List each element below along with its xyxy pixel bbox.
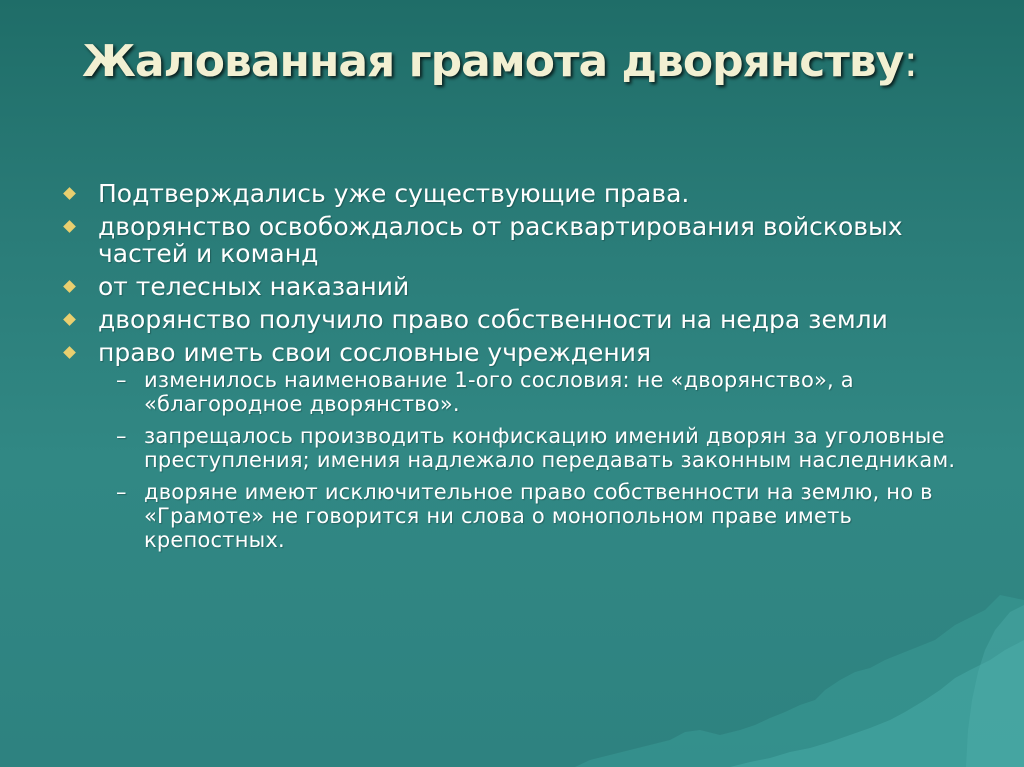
bullet-text: от телесных наказаний — [98, 272, 410, 301]
sub-bullet-text: изменилось наименование 1-ого сословия: не «дворянство», а «благородное дворянство». — [144, 368, 854, 416]
sub-bullet-text: запрещалось производить конфискацию имений дворян за уголовные преступления; имения надлежало передавать законным наследникам. — [144, 424, 956, 472]
bullet-item — [60, 180, 960, 207]
bullet-item — [60, 213, 960, 267]
bullet-item — [60, 306, 960, 333]
diamond-bullet-icon — [63, 280, 76, 293]
dash-marker: – — [116, 368, 127, 392]
diamond-bullet-icon — [63, 346, 76, 359]
slide-title-text: Жалованная грамота дворянству — [82, 36, 904, 87]
slide-title — [82, 32, 917, 92]
bullet-list — [60, 180, 960, 552]
bullet-item — [60, 339, 960, 552]
slide-content — [60, 180, 960, 560]
sub-bullet-item — [98, 424, 960, 472]
bullet-text: право иметь свои сословные учреждения — [98, 338, 652, 367]
sub-bullet-text: дворяне имеют исключительное право собственности на землю, но в «Грамоте» не говорится ни слова о монопольном праве иметь крепостных. — [144, 480, 933, 552]
bullet-text: Подтверждались уже существующие права. — [98, 179, 690, 208]
diamond-bullet-icon — [63, 220, 76, 233]
sub-bullet-list — [98, 368, 960, 552]
dash-marker: – — [116, 424, 127, 448]
diamond-bullet-icon — [63, 313, 76, 326]
bullet-item — [60, 273, 960, 300]
sub-bullet-item — [98, 480, 960, 552]
diamond-bullet-icon — [63, 187, 76, 200]
bullet-text: дворянство освобождалось от расквартирования войсковых частей и команд — [98, 212, 903, 268]
slide-title-colon: : — [903, 36, 918, 87]
bullet-text: дворянство получило право собственности на недра земли — [98, 305, 888, 334]
sub-bullet-item — [98, 368, 960, 416]
dash-marker: – — [116, 480, 127, 504]
